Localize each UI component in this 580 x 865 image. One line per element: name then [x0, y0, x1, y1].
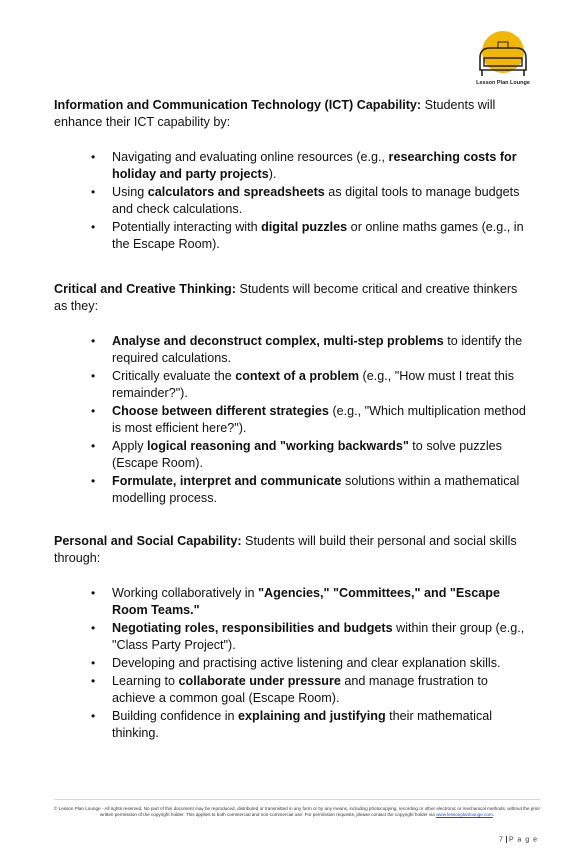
- logo-text: Lesson Plan Lounge: [476, 80, 530, 86]
- list-item: • Building confidence in explaining and justifying their mathematical thinking.: [112, 708, 534, 742]
- list-item: • Learning to collaborate under pressure and manage frustration to achieve a common goal (Escape Room).: [112, 673, 534, 707]
- page-number: 7 P a g e: [499, 836, 538, 844]
- list-item: • Choose between different strategies (e.g., "Which multiplication method is most efficient here?").: [112, 403, 534, 437]
- bullet-list: [54, 149, 534, 253]
- list-item: • Apply logical reasoning and "working backwards" to solve puzzles (Escape Room).: [112, 438, 534, 472]
- footer-divider: [54, 799, 540, 800]
- list-item: • Working collaboratively in "Agencies," "Committees," and "Escape Room Teams.": [112, 585, 534, 619]
- section-personal-social: [54, 533, 534, 743]
- list-item: • Critically evaluate the context of a problem (e.g., "How must I treat this remainder?").: [112, 368, 534, 402]
- bullet-list: [54, 585, 534, 742]
- section-critical-creative: [54, 281, 534, 508]
- section-heading: Critical and Creative Thinking:: [54, 282, 236, 296]
- lounge-sofa-logo-icon: [470, 28, 536, 88]
- website-link[interactable]: www.lessonplanlounge.com: [436, 812, 493, 818]
- list-item: • Formulate, interpret and communicate solutions within a mathematical modelling process.: [112, 473, 534, 507]
- list-item: • Negotiating roles, responsibilities and budgets within their group (e.g., "Class Party Project").: [112, 620, 534, 654]
- copyright-footer: © Lesson Plan Lounge - All rights reserved. No part of this document may be reproduced, distributed or transmitted in any form or by any means, including photocopying, recording or other electronic or mechanical methods, without the prior written permission of the copyright holder. This applies to both commercial and non-commercial use. For permission requests, please contact the copyright holder via www.lessonplanlounge.com.: [54, 806, 540, 818]
- section-intro: Critical and Creative Thinking: Students will become critical and creative thinkers as they:: [54, 282, 518, 313]
- section-heading: Information and Communication Technology (ICT) Capability:: [54, 98, 422, 112]
- list-item: • Potentially interacting with digital puzzles or online maths games (e.g., in the Escape Room).: [112, 219, 534, 253]
- list-item: • Analyse and deconstruct complex, multi-step problems to identify the required calculations.: [112, 333, 534, 367]
- list-item: • Using calculators and spreadsheets as digital tools to manage budgets and check calculations.: [112, 184, 534, 218]
- list-item: • Navigating and evaluating online resources (e.g., researching costs for holiday and party projects).: [112, 149, 534, 183]
- section-ict: [54, 97, 534, 254]
- bullet-list: [54, 333, 534, 507]
- list-item: • Developing and practising active listening and clear explanation skills.: [112, 655, 534, 672]
- section-intro: Information and Communication Technology (ICT) Capability: Students will enhance their ICT capability by:: [54, 98, 496, 129]
- section-intro: Personal and Social Capability: Students will build their personal and social skills through:: [54, 534, 517, 565]
- copyright-text: © Lesson Plan Lounge - All rights reserved. No part of this document may be reproduced, distributed or transmitted in any form or by any means, including photocopying, recording or other electronic or mechanical methods, without the prior written permission of the copyright holder. This applies to both commercial and non-commercial use. For permission requests, please contact the copyright holder via: [54, 806, 540, 818]
- section-heading: Personal and Social Capability:: [54, 534, 242, 548]
